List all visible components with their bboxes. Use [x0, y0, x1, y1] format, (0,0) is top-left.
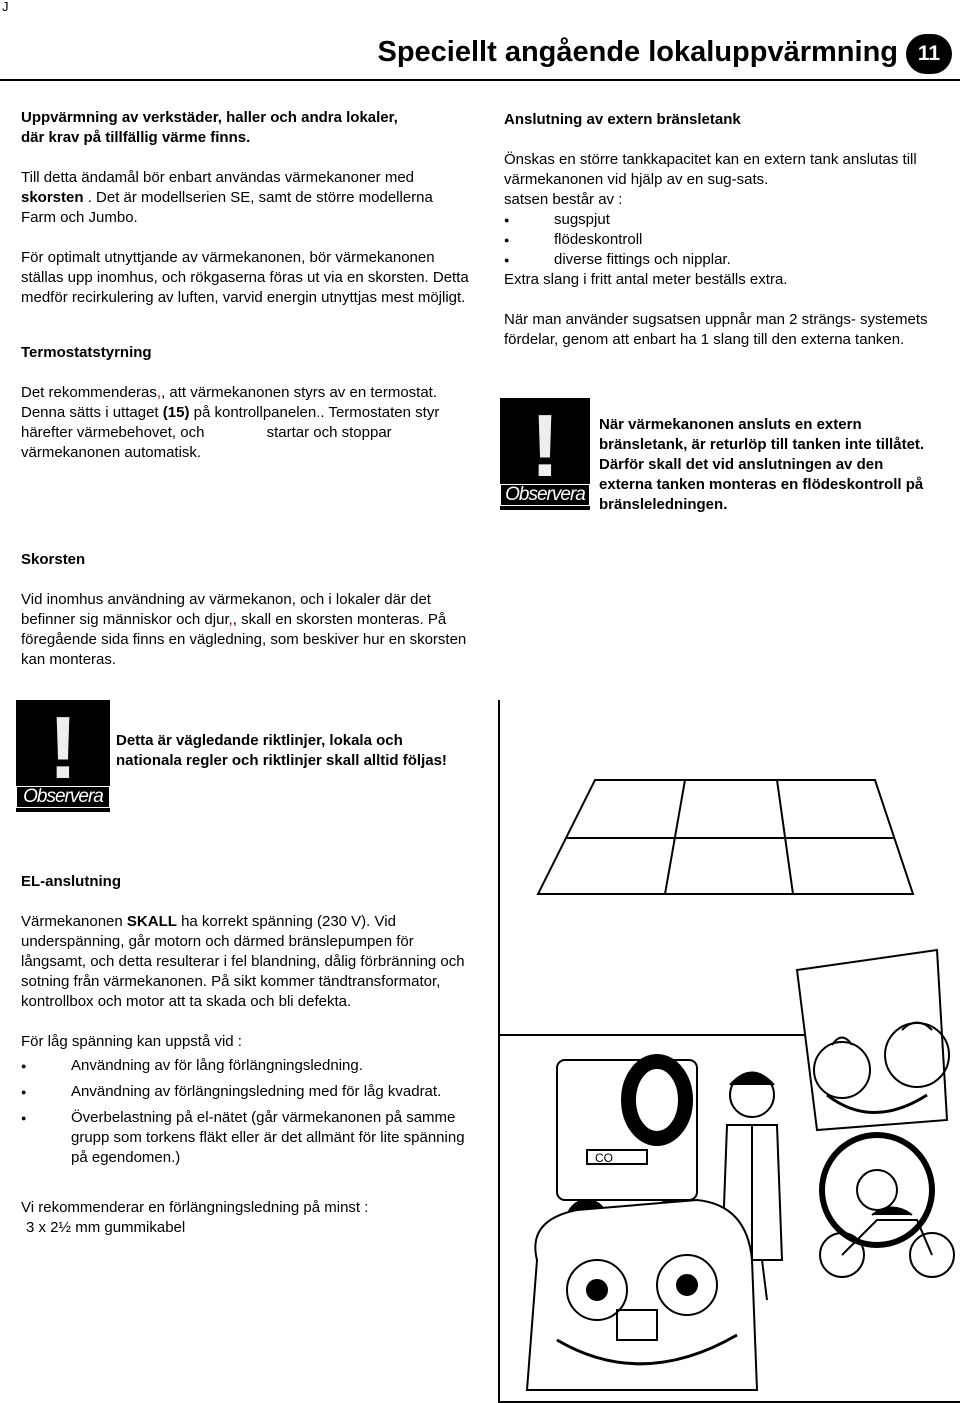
paragraph-termostat: Det rekommenderas,, att värmekanonen styrs av en termostat. Denna sätts i uttaget (15) på kontrollpanelen.. Termostaten styr härefter värmebehovet, och startar och stoppar värmekanonen automatisk. — [21, 384, 440, 461]
list-item: ● Användning av förlängningsledning med för låg kvadrat. — [21, 1082, 471, 1102]
observera-warning-icon: ! Observera — [16, 700, 110, 812]
observera-note-riktlinjer: Detta är vägledande riktlinjer, lokala och nationala regler och riktlinjer skall alltid följas! — [116, 732, 447, 769]
section-extern-tank — [504, 110, 944, 350]
heading-el-anslutning: EL-anslutning — [21, 873, 121, 890]
list-item: ● diverse fittings och nipplar. — [504, 250, 944, 270]
observera-warning-icon: ! Observera — [500, 398, 590, 510]
header-rule — [0, 79, 960, 81]
heading-lokaler: Uppvärmning av verkstäder, haller och andra lokaler, där krav på tillfällig värme finns. — [21, 109, 398, 146]
paragraph-andamal: Till detta ändamål bör enbart användas värmekanoner med skorsten . Det är modellserien SE, samt de större modellerna Farm och Jumbo. — [21, 169, 433, 226]
list-item: ● Överbelastning på el-nätet (går värmekanonen på samme grupp som torkens fläkt eller är det allmänt för lite spänning på egendomen.) — [21, 1108, 471, 1168]
paragraph-rekommendation: Vi rekommenderar en förlängningsledning på minst : — [21, 1199, 369, 1216]
observera-note-tank: När värmekanonen ansluts en extern bränsletank, är returlöp till tanken inte tillåtet. Därför skall det vid anslutningen av den externa tanken monteras en flödeskontroll på bränsleledningen. — [599, 416, 925, 513]
section-skorsten — [21, 550, 471, 670]
list-item: ● Användning av för lång förlängningsledning. — [21, 1056, 471, 1076]
heading-extern-tank: Anslutning av extern bränsletank — [504, 111, 741, 128]
cartoon-illustration — [497, 700, 960, 1403]
paragraph-tankkapacitet: Önskas en större tankkapacitet kan en extern tank anslutas till värmekanonen vid hjälp av en sug-sats. — [504, 151, 917, 188]
paragraph-spanning: Värmekanonen SKALL ha korrekt spänning (230 V). Vid underspänning, går motorn och därmed bränslepumpen för långsamt, och detta resulterar i fel blandning, dålig förbränning och sotning från värmekanonen. På sikt kommer tändtransformator, kontrollbox och motor att ta skada och bli defekta. — [21, 913, 465, 1010]
section-lokaler — [21, 108, 471, 463]
sugsats-list — [504, 210, 944, 270]
paragraph-extra-slang: Extra slang i fritt antal meter beställs extra. — [504, 271, 788, 288]
corner-mark: J — [2, 0, 9, 14]
paragraph-lag-spanning: För låg spänning kan uppstå vid : — [21, 1033, 242, 1050]
list-item: ● flödeskontroll — [504, 230, 944, 250]
list-item: ● sugspjut — [504, 210, 944, 230]
orsaker-list — [21, 1056, 471, 1168]
page-title: Speciellt angående lokaluppvärmning — [377, 36, 898, 68]
section-el-anslutning — [21, 872, 471, 1238]
paragraph-optimalt: För optimalt utnyttjande av värmekanonen, bör värmekanonen ställas upp inomhus, och rökgaserna föras ut via en skorsten. Detta medför recirkulering av luften, varvid energin utnyttjas mest möjligt. — [21, 249, 469, 306]
heading-skorsten: Skorsten — [21, 551, 86, 568]
paragraph-kabel: 3 x 2½ mm gummikabel — [26, 1219, 186, 1236]
heading-termostat: Termostatstyrning — [21, 344, 152, 361]
page-number-badge: 11 — [906, 34, 952, 74]
paragraph-sugsatsen: När man använder sugsatsen uppnår man 2 strängs- systemets fördelar, genom att enbart ha 1 slang till den externa tanken. — [504, 311, 928, 348]
paragraph-skorsten: Vid inomhus användning av värmekanon, och i lokaler där det befinner sig människor och djur,, skall en skorsten monteras. På föregående sida finns en vägledning, som beskiver hur en skorsten kan monteras. — [21, 591, 467, 668]
paragraph-satsen: satsen består av : — [504, 191, 623, 208]
banner-text: CO — [595, 1151, 613, 1165]
